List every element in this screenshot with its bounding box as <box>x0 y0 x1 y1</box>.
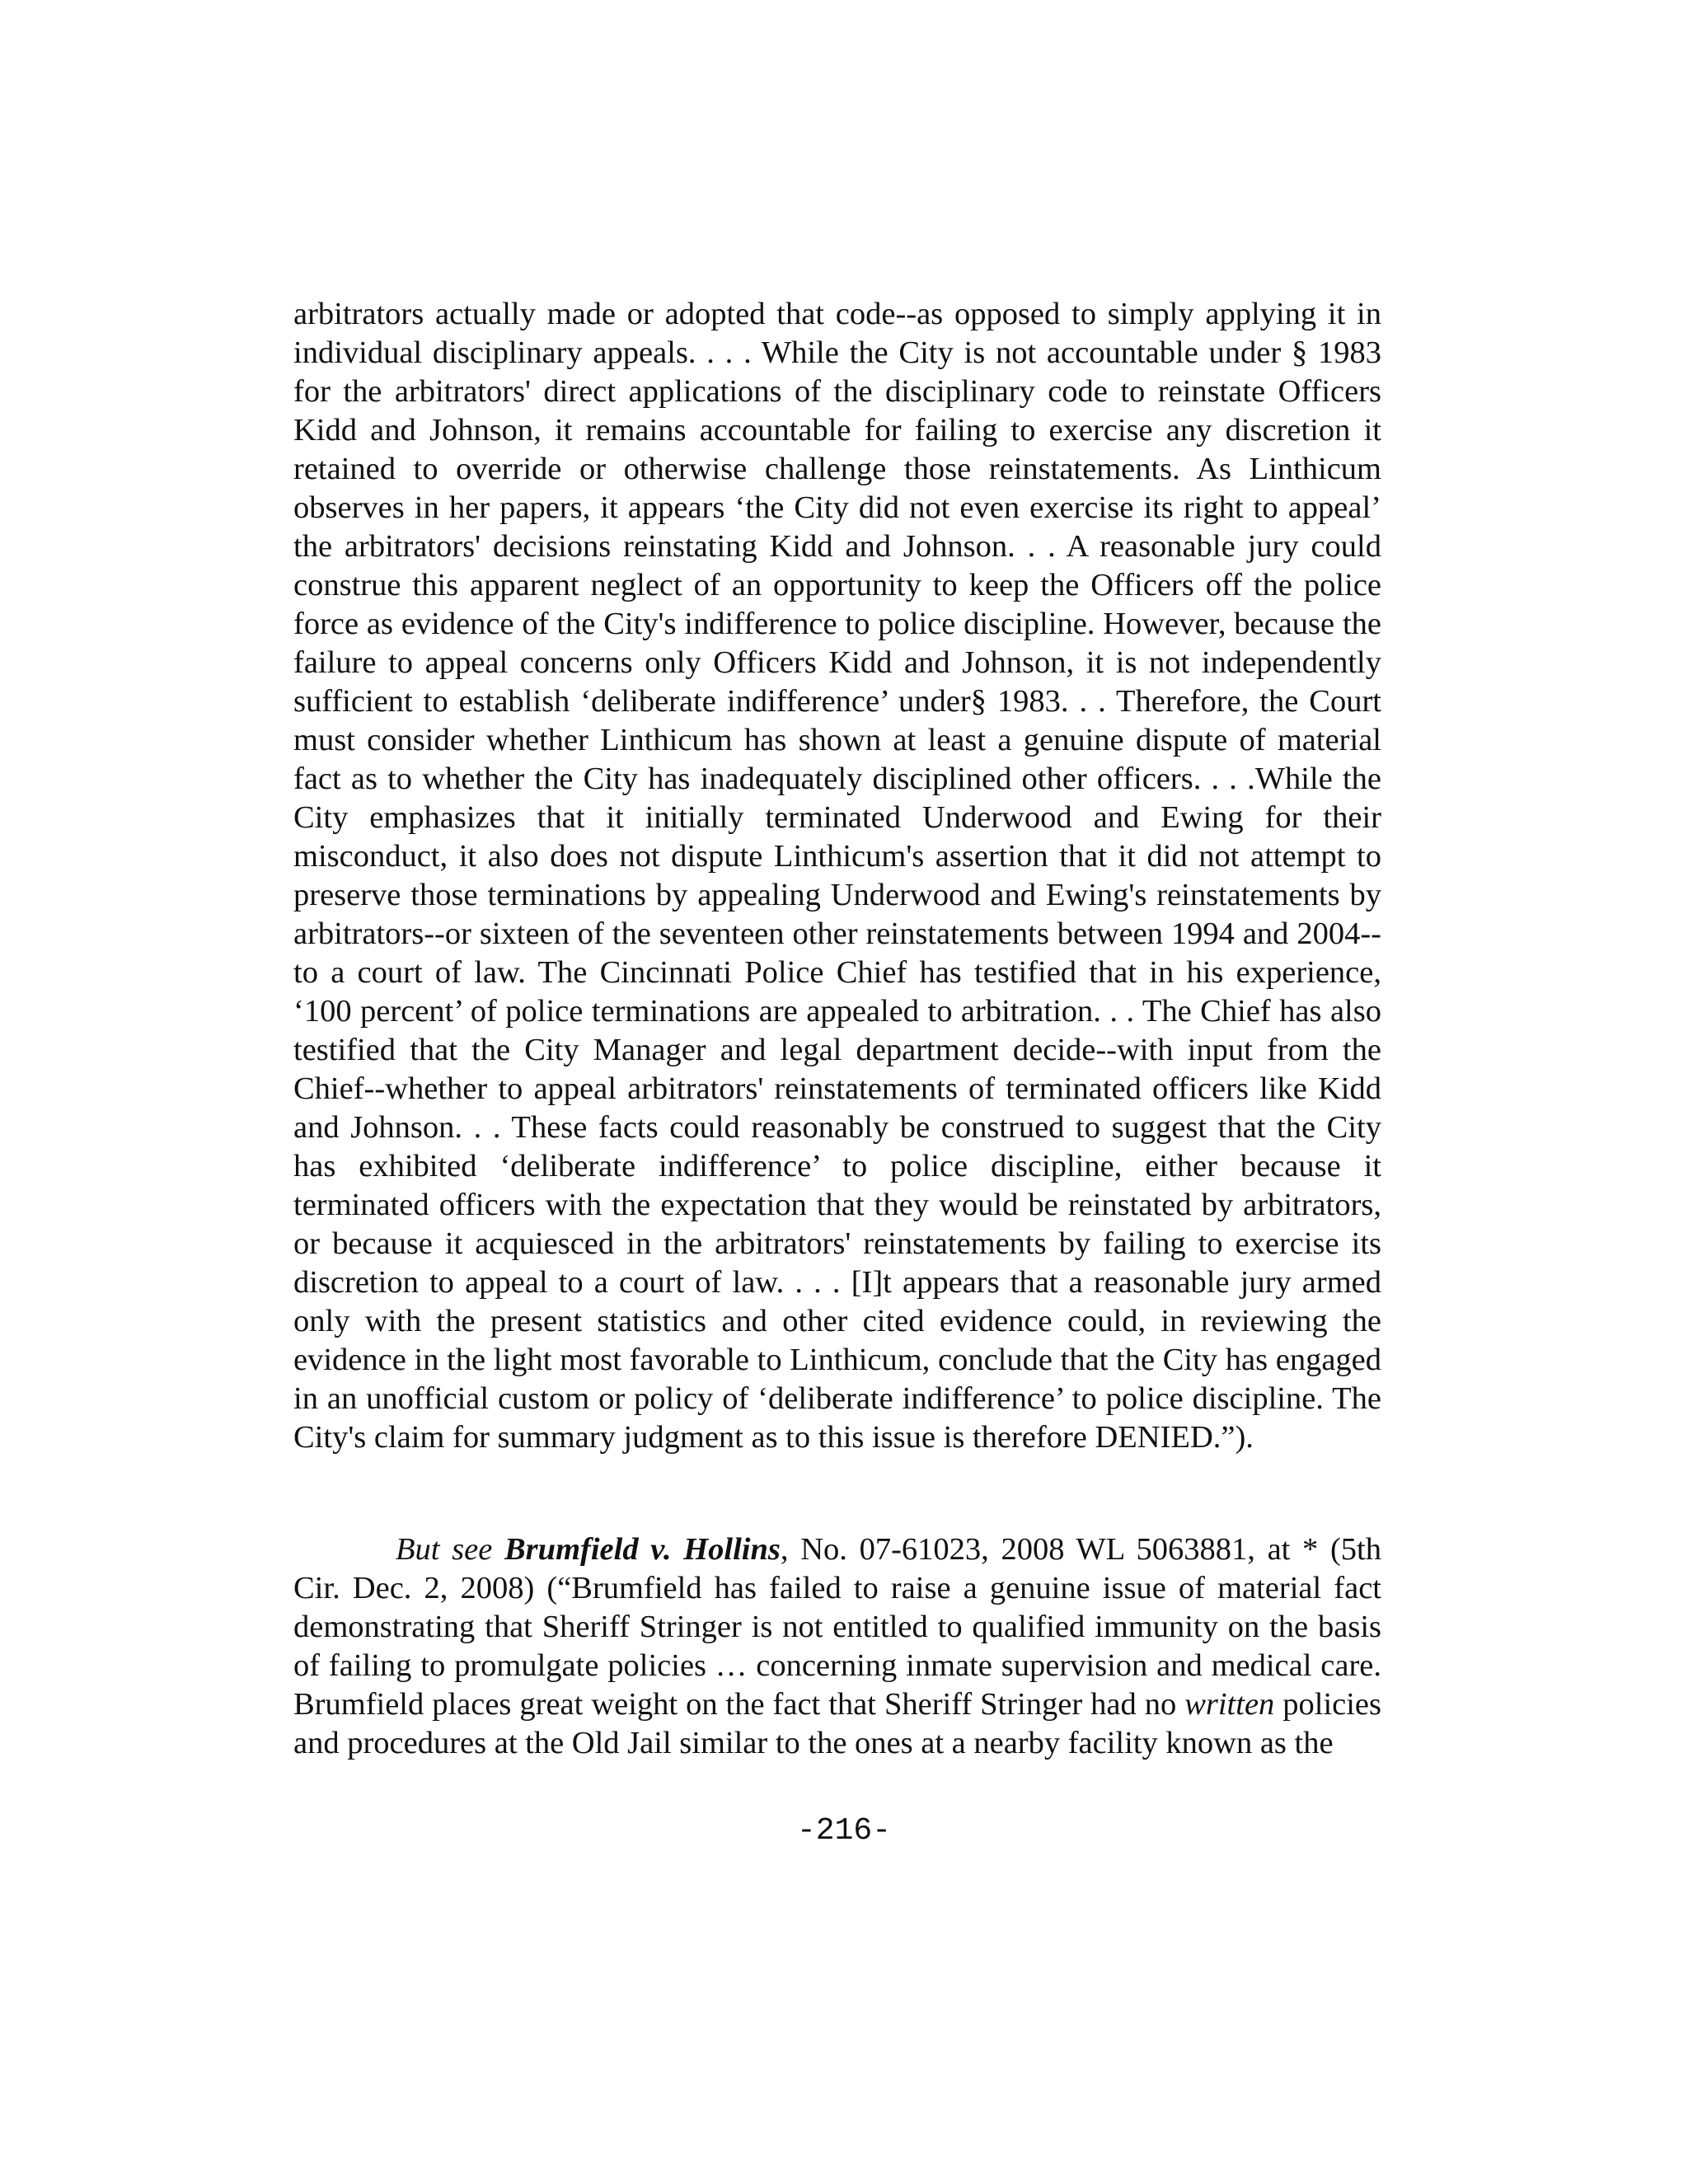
citation-text: , No. 07-61023, 2008 WL 5063881, at * (5th Cir. Dec. 2, 2008) (“Brumfield has failed to raise a genuine issue of material fact demonstrating that Sheriff Stringer is not entitled to qualified immunity on the basis of failing to promulgate policies … concerning inmate supervision and medical care. Brumfield places great weight on the fact that Sheriff Stringer had no <box>293 1532 1382 1722</box>
body-paragraph-quote-continuation: arbitrators actually made or adopted that code--as opposed to simply applying it in individual disciplinary appeals. . . . While the City is not accountable under § 1983 for the arbitrators' direct applications of the disciplinary code to reinstate Officers Kidd and Johnson, it remains accountable for failing to exercise any discretion it retained to override or otherwise challenge those reinstatements. As Linthicum observes in her papers, it appears ‘the City did not even exercise its right to appeal’ the arbitrators' decisions reinstating Kidd and Johnson. . . A reasonable jury could construe this apparent neglect of an opportunity to keep the Officers off the police force as evidence of the City's indifference to police discipline. However, because the failure to appeal concerns only Officers Kidd and Johnson, it is not independently sufficient to establish ‘deliberate indifference’ under§ 1983. . . Therefore, the Court must consider whether Linthicum has shown at least a genuine dispute of material fact as to whether the City has inadequately disciplined other officers. . . .While the City emphasizes that it initially terminated Underwood and Ewing for their misconduct, it also does not dispute Linthicum's assertion that it did not attempt to preserve those terminations by appealing Underwood and Ewing's reinstatements by arbitrators--or sixteen of the seventeen other reinstatements between 1994 and 2004--to a court of law. The Cincinnati Police Chief has testified that in his experience, ‘100 percent’ of police terminations are appealed to arbitration. . . The Chief has also testified that the City Manager and legal department decide--with input from the Chief--whether to appeal arbitrators' reinstatements of terminated officers like Kidd and Johnson. . . These facts could reasonably be construed to suggest that the City has exhibited ‘deliberate indifference’ to police discipline, either because it terminated officers with the expectation that they would be reinstated by arbitrators, or because it acquiesced in the arbitrators' reinstatements by failing to exercise its discretion to appeal to a court of law. . . . [I]t appears that a reasonable jury armed only with the present statistics and other cited evidence could, in reviewing the evidence in the light most favorable to Linthicum, conclude that the City has engaged in an unofficial custom or policy of ‘deliberate indifference’ to police discipline. The City's claim for summary judgment as to this issue is therefore DENIED.”). <box>293 297 1381 1455</box>
citation-text-tail: policies and procedures at the Old Jail similar to the ones at a nearby facility known as the <box>293 1687 1382 1760</box>
page-number: -216- <box>796 1813 892 1849</box>
citation-signal: But see <box>396 1532 493 1567</box>
body-paragraph-but-see <box>293 1530 1381 1763</box>
emphasized-word: written <box>1184 1687 1275 1722</box>
case-name: Brumfield v. Hollins <box>504 1532 781 1567</box>
